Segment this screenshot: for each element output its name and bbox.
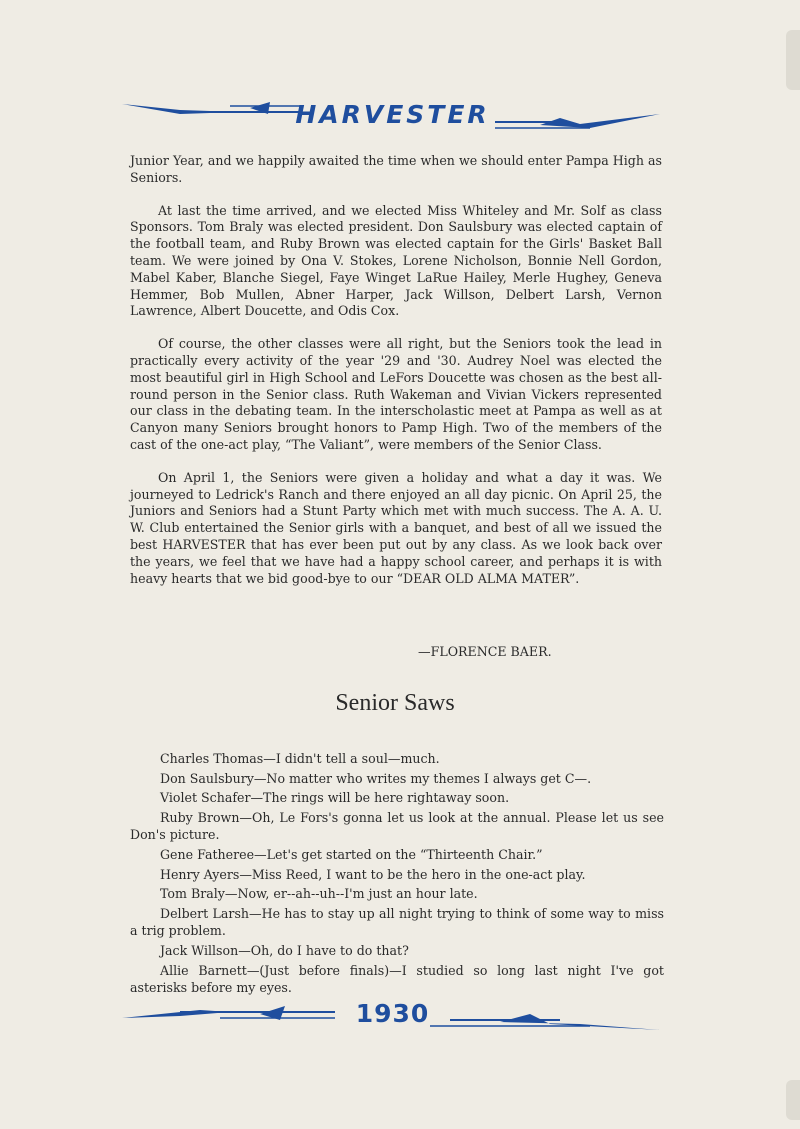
senior-saws-list bbox=[130, 750, 664, 999]
paragraph: Of course, the other classes were all right, but the Seniors took the lead in practically every activity of the year '29 and '30. Audrey Noel was elected the most beautiful girl in High School and LeFors Doucette was chosen as the best all-round person in the Senior class. Ruth Wakeman and Vivian Vickers represented our class in the debating team. In the interscholastic meet at Pampa as well as at Canyon many Seniors brought honors to Pamp High. Two of the members of the cast of the one-act play, “The Valiant”, were members of the Senior Class. bbox=[130, 336, 662, 452]
section-title: Senior Saws bbox=[335, 690, 455, 716]
page-footer bbox=[120, 996, 665, 1036]
header-title: HARVESTER bbox=[295, 100, 490, 129]
paragraph: Junior Year, and we happily awaited the time when we should enter Pampa High as Seniors. bbox=[130, 153, 662, 185]
binder-hole bbox=[786, 1080, 800, 1120]
saw-item: Tom Braly—Now, er--ah--uh--I'm just an hour late. bbox=[160, 886, 478, 902]
saw-item: Delbert Larsh—He has to stay up all night trying to think of some way to miss a trig problem. bbox=[130, 905, 664, 939]
footer-year: 1930 bbox=[355, 999, 430, 1028]
page-header bbox=[120, 92, 665, 142]
saw-item: Don Saulsbury—No matter who writes my themes I always get C—. bbox=[160, 770, 592, 786]
article-body bbox=[130, 153, 662, 603]
paragraph: On April 1, the Seniors were given a holiday and what a day it was. We journeyed to Ledrick's Ranch and there enjoyed an all day picnic. On April 25, the Juniors and Seniors had a Stunt Party which met with much success. The A. A. U. W. Club entertained the Senior girls with a banquet, and best of all we issued the best HARVESTER that has ever been put out by any class. As we look back over the years, we feel that we have had a happy school career, and perhaps it is with heavy hearts that we bid good-bye to our “DEAR OLD ALMA MATER”. bbox=[130, 469, 662, 586]
saw-item: Allie Barnett—(Just before finals)—I studied so long last night I've got asterisks before my eyes. bbox=[130, 962, 664, 996]
paragraph: At last the time arrived, and we elected Miss Whiteley and Mr. Solf as class Sponsors. Tom Braly was elected president. Don Saulsbury was elected captain of the football team, and Ruby Brown was elected captain for the Girls' Basket Ball team. We were joined by Ona V. Stokes, Lorene Nicholson, Bonnie Nell Gordon, Mabel Kaber, Blanche Siegel, Faye Winget LaRue Hailey, Merle Hughey, Geneva Hemmer, Bob Mullen, Abner Harper, Jack Willson, Delbert Larsh, Vernon Lawrence, Albert Doucette, and Odis Cox. bbox=[130, 202, 662, 319]
saw-item: Charles Thomas—I didn't tell a soul—much. bbox=[160, 751, 440, 766]
saw-item: Henry Ayers—Miss Reed, I want to be the hero in the one-act play. bbox=[160, 866, 586, 882]
author-signature: —FLORENCE BAER. bbox=[418, 644, 552, 659]
saw-item: Violet Schafer—The rings will be here rightaway soon. bbox=[160, 790, 510, 806]
saw-item: Gene Fatheree—Let's get started on the “Thirteenth Chair.” bbox=[160, 846, 543, 862]
saw-item: Jack Willson—Oh, do I have to do that? bbox=[160, 942, 409, 958]
saw-item: Ruby Brown—Oh, Le Fors's gonna let us look at the annual. Please let us see Don's picture. bbox=[130, 809, 664, 843]
binder-hole bbox=[786, 30, 800, 90]
